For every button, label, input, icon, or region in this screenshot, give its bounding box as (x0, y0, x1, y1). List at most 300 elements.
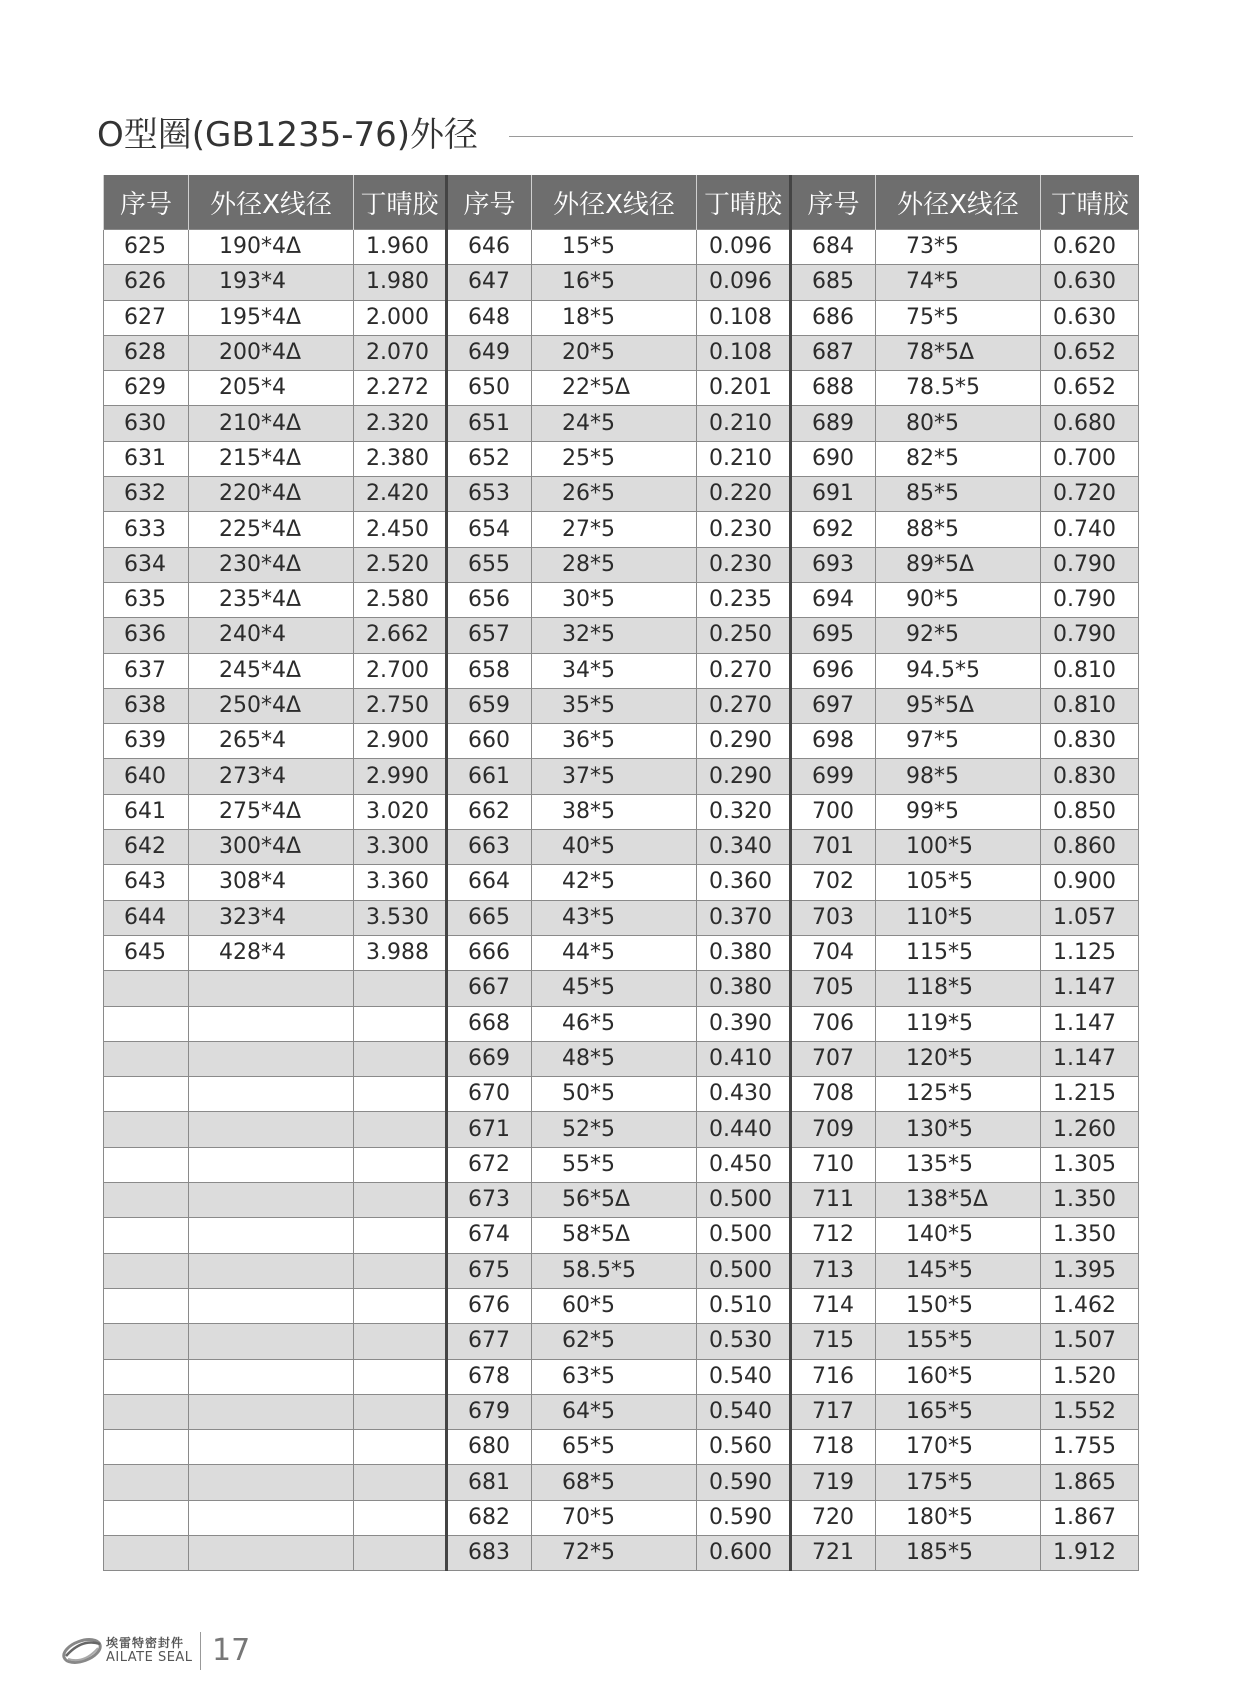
table-cell: 626 (104, 265, 189, 300)
table-cell: 713 (791, 1253, 876, 1288)
table-cell: 0.096 (697, 230, 791, 265)
table-cell: 115*5 (876, 935, 1041, 970)
table-cell: 661 (447, 759, 532, 794)
table-cell: 65*5 (532, 1430, 697, 1465)
table-cell: 215*4Δ (189, 441, 354, 476)
table-cell: 119*5 (876, 1006, 1041, 1041)
table-cell: 62*5 (532, 1324, 697, 1359)
table-cell: 27*5 (532, 512, 697, 547)
table-cell: 2.990 (354, 759, 447, 794)
table-cell: 15*5 (532, 230, 697, 265)
table-cell (189, 1183, 354, 1218)
table-cell: 2.900 (354, 724, 447, 759)
table-cell: 0.290 (697, 724, 791, 759)
table-cell: 2.380 (354, 441, 447, 476)
table-cell: 300*4Δ (189, 830, 354, 865)
table-cell (189, 1324, 354, 1359)
table-cell: 654 (447, 512, 532, 547)
table-cell: 672 (447, 1147, 532, 1182)
table-cell: 0.320 (697, 794, 791, 829)
table-cell (104, 1041, 189, 1076)
table-cell: 638 (104, 688, 189, 723)
table-cell: 633 (104, 512, 189, 547)
table-cell: 190*4Δ (189, 230, 354, 265)
table-cell: 642 (104, 830, 189, 865)
table-cell (354, 1006, 447, 1041)
table-cell: 0.900 (1041, 865, 1139, 900)
table-row (104, 547, 1139, 582)
table-cell: 195*4Δ (189, 300, 354, 335)
table-cell: 160*5 (876, 1359, 1041, 1394)
table-cell: 676 (447, 1288, 532, 1323)
table-row (104, 1359, 1139, 1394)
table-row (104, 441, 1139, 476)
table-cell: 695 (791, 618, 876, 653)
table-cell: 683 (447, 1535, 532, 1570)
table-row (104, 512, 1139, 547)
table-cell: 694 (791, 582, 876, 617)
table-cell: 1.552 (1041, 1394, 1139, 1429)
table-row (104, 1500, 1139, 1535)
table-cell (104, 1006, 189, 1041)
table-cell: 0.810 (1041, 688, 1139, 723)
table-cell (104, 971, 189, 1006)
table-cell: 89*5Δ (876, 547, 1041, 582)
table-cell: 2.450 (354, 512, 447, 547)
table-body (104, 230, 1139, 1571)
table-cell: 45*5 (532, 971, 697, 1006)
table-cell (354, 1359, 447, 1394)
table-cell: 205*4 (189, 371, 354, 406)
table-cell: 0.340 (697, 830, 791, 865)
table-row (104, 477, 1139, 512)
table-cell: 63*5 (532, 1359, 697, 1394)
table-cell: 704 (791, 935, 876, 970)
brand-name-en: AILATE SEAL (106, 1650, 193, 1665)
table-cell: 0.380 (697, 971, 791, 1006)
table-cell: 648 (447, 300, 532, 335)
table-cell: 0.235 (697, 582, 791, 617)
table-cell: 718 (791, 1430, 876, 1465)
table-cell: 0.360 (697, 865, 791, 900)
table-cell: 678 (447, 1359, 532, 1394)
table-cell: 635 (104, 582, 189, 617)
table-cell (189, 1253, 354, 1288)
table-cell: 3.360 (354, 865, 447, 900)
table-cell: 0.850 (1041, 794, 1139, 829)
table-cell: 0.530 (697, 1324, 791, 1359)
table-cell: 70*5 (532, 1500, 697, 1535)
table-row (104, 1183, 1139, 1218)
table-cell: 26*5 (532, 477, 697, 512)
page-title: O型圈(GB1235-76)外径 (97, 115, 479, 155)
table-cell: 138*5Δ (876, 1183, 1041, 1218)
table-cell (354, 1324, 447, 1359)
table-cell: 0.108 (697, 300, 791, 335)
table-cell: 0.500 (697, 1183, 791, 1218)
table-cell: 709 (791, 1112, 876, 1147)
table-cell (354, 1430, 447, 1465)
table-cell: 35*5 (532, 688, 697, 723)
table-cell: 18*5 (532, 300, 697, 335)
table-cell: 125*5 (876, 1077, 1041, 1112)
table-cell: 80*5 (876, 406, 1041, 441)
table-cell (354, 1041, 447, 1076)
table-cell: 56*5Δ (532, 1183, 697, 1218)
table-cell: 20*5 (532, 335, 697, 370)
table-cell (189, 1430, 354, 1465)
table-row (104, 265, 1139, 300)
table-cell: 72*5 (532, 1535, 697, 1570)
table-cell: 653 (447, 477, 532, 512)
title-rule (509, 136, 1133, 137)
table-cell: 1.350 (1041, 1183, 1139, 1218)
table-cell: 2.000 (354, 300, 447, 335)
table-row (104, 1041, 1139, 1076)
table-cell: 691 (791, 477, 876, 512)
table-cell: 671 (447, 1112, 532, 1147)
table-row (104, 1394, 1139, 1429)
table-cell: 235*4Δ (189, 582, 354, 617)
table-cell: 3.020 (354, 794, 447, 829)
table-cell (104, 1394, 189, 1429)
table-cell: 155*5 (876, 1324, 1041, 1359)
table-cell: 97*5 (876, 724, 1041, 759)
table-cell: 706 (791, 1006, 876, 1041)
table-cell: 647 (447, 265, 532, 300)
table-cell: 1.147 (1041, 1041, 1139, 1076)
table-row (104, 935, 1139, 970)
table-cell: 0.201 (697, 371, 791, 406)
table-cell: 193*4 (189, 265, 354, 300)
table-cell: 0.230 (697, 512, 791, 547)
table-cell: 708 (791, 1077, 876, 1112)
table-cell: 0.450 (697, 1147, 791, 1182)
table-cell: 43*5 (532, 900, 697, 935)
table-cell: 667 (447, 971, 532, 1006)
table-cell: 659 (447, 688, 532, 723)
table-cell: 73*5 (876, 230, 1041, 265)
table-row (104, 900, 1139, 935)
table-cell: 681 (447, 1465, 532, 1500)
table-cell: 0.500 (697, 1253, 791, 1288)
table-cell (189, 1112, 354, 1147)
table-cell: 1.755 (1041, 1430, 1139, 1465)
table-cell (189, 1500, 354, 1535)
table-cell (189, 1535, 354, 1570)
table-cell: 2.272 (354, 371, 447, 406)
table-row (104, 1147, 1139, 1182)
table-cell: 651 (447, 406, 532, 441)
table-cell: 0.270 (697, 688, 791, 723)
table-cell (104, 1253, 189, 1288)
table-cell: 0.230 (697, 547, 791, 582)
table-cell: 95*5Δ (876, 688, 1041, 723)
table-cell: 687 (791, 335, 876, 370)
table-cell: 652 (447, 441, 532, 476)
table-cell: 34*5 (532, 653, 697, 688)
page-number: 17 (212, 1633, 251, 1668)
table-cell (189, 1359, 354, 1394)
table-cell: 428*4 (189, 935, 354, 970)
table-cell: 698 (791, 724, 876, 759)
table-cell (189, 1465, 354, 1500)
table-cell: 720 (791, 1500, 876, 1535)
table-cell (189, 1147, 354, 1182)
header-cell: 外径X线径 (189, 175, 354, 230)
table-cell: 82*5 (876, 441, 1041, 476)
table-cell: 3.300 (354, 830, 447, 865)
table-cell: 0.410 (697, 1041, 791, 1076)
table-row (104, 759, 1139, 794)
table-cell: 712 (791, 1218, 876, 1253)
table-cell: 22*5Δ (532, 371, 697, 406)
table-cell: 25*5 (532, 441, 697, 476)
table-cell: 677 (447, 1324, 532, 1359)
table-cell: 700 (791, 794, 876, 829)
table-cell (189, 1218, 354, 1253)
table-cell: 2.580 (354, 582, 447, 617)
table-cell (104, 1112, 189, 1147)
table-cell: 180*5 (876, 1500, 1041, 1535)
table-cell: 666 (447, 935, 532, 970)
table-cell: 42*5 (532, 865, 697, 900)
table-cell: 1.147 (1041, 1006, 1139, 1041)
table-cell: 245*4Δ (189, 653, 354, 688)
table-row (104, 865, 1139, 900)
table-cell: 145*5 (876, 1253, 1041, 1288)
table-row (104, 618, 1139, 653)
header-cell: 外径X线径 (876, 175, 1041, 230)
table-cell: 92*5 (876, 618, 1041, 653)
table-cell: 639 (104, 724, 189, 759)
table-cell: 629 (104, 371, 189, 406)
table-cell: 0.500 (697, 1218, 791, 1253)
table-row (104, 1006, 1139, 1041)
table-cell (104, 1430, 189, 1465)
table-cell: 716 (791, 1359, 876, 1394)
table-cell: 707 (791, 1041, 876, 1076)
table-cell: 0.390 (697, 1006, 791, 1041)
page-header (97, 112, 1133, 158)
page-footer (60, 1630, 300, 1674)
table-cell (189, 1006, 354, 1041)
table-cell: 697 (791, 688, 876, 723)
table-cell: 692 (791, 512, 876, 547)
table-cell: 118*5 (876, 971, 1041, 1006)
table-row (104, 1253, 1139, 1288)
table-cell: 710 (791, 1147, 876, 1182)
table-cell: 634 (104, 547, 189, 582)
table-row (104, 1465, 1139, 1500)
table-cell: 0.652 (1041, 335, 1139, 370)
table-cell: 250*4Δ (189, 688, 354, 723)
table-cell (104, 1500, 189, 1535)
table-row (104, 1112, 1139, 1147)
table-cell: 655 (447, 547, 532, 582)
table-cell: 74*5 (876, 265, 1041, 300)
table-cell: 0.096 (697, 265, 791, 300)
table-cell: 688 (791, 371, 876, 406)
table-row (104, 724, 1139, 759)
table-cell: 78.5*5 (876, 371, 1041, 406)
table-row (104, 1288, 1139, 1323)
table-cell: 28*5 (532, 547, 697, 582)
table-cell: 265*4 (189, 724, 354, 759)
table-cell: 3.530 (354, 900, 447, 935)
table-cell: 631 (104, 441, 189, 476)
table-cell (104, 1183, 189, 1218)
table-cell: 721 (791, 1535, 876, 1570)
table-cell: 0.540 (697, 1394, 791, 1429)
table-cell: 1.980 (354, 265, 447, 300)
table-cell: 674 (447, 1218, 532, 1253)
table-cell: 656 (447, 582, 532, 617)
table-cell: 52*5 (532, 1112, 697, 1147)
table-cell (189, 1077, 354, 1112)
table-cell: 703 (791, 900, 876, 935)
table-cell: 711 (791, 1183, 876, 1218)
table-cell: 636 (104, 618, 189, 653)
header-cell: 丁晴胶 (1041, 175, 1139, 230)
table-cell: 170*5 (876, 1430, 1041, 1465)
table-cell: 0.790 (1041, 547, 1139, 582)
table-cell: 98*5 (876, 759, 1041, 794)
table-row (104, 1077, 1139, 1112)
table-cell: 0.510 (697, 1288, 791, 1323)
table-cell: 1.960 (354, 230, 447, 265)
table-cell (354, 1288, 447, 1323)
table-row (104, 230, 1139, 265)
table-cell: 2.520 (354, 547, 447, 582)
table-cell (189, 1041, 354, 1076)
table-cell: 64*5 (532, 1394, 697, 1429)
table-cell: 699 (791, 759, 876, 794)
table-cell: 0.380 (697, 935, 791, 970)
table-cell: 701 (791, 830, 876, 865)
table-cell: 0.630 (1041, 300, 1139, 335)
table-cell: 1.867 (1041, 1500, 1139, 1535)
table-cell: 0.790 (1041, 618, 1139, 653)
table-cell: 58*5Δ (532, 1218, 697, 1253)
table-cell: 0.830 (1041, 724, 1139, 759)
table-cell: 1.260 (1041, 1112, 1139, 1147)
table-cell: 630 (104, 406, 189, 441)
table-cell: 645 (104, 935, 189, 970)
table-cell: 110*5 (876, 900, 1041, 935)
table-cell: 2.750 (354, 688, 447, 723)
table-cell: 1.507 (1041, 1324, 1139, 1359)
table-cell: 130*5 (876, 1112, 1041, 1147)
table-cell: 0.620 (1041, 230, 1139, 265)
table-cell: 685 (791, 265, 876, 300)
table-cell: 50*5 (532, 1077, 697, 1112)
table-cell: 650 (447, 371, 532, 406)
table-cell: 0.630 (1041, 265, 1139, 300)
table-cell: 641 (104, 794, 189, 829)
table-cell: 1.350 (1041, 1218, 1139, 1253)
table-cell (354, 1112, 447, 1147)
table-cell: 32*5 (532, 618, 697, 653)
table-cell: 1.912 (1041, 1535, 1139, 1570)
table-cell: 0.590 (697, 1500, 791, 1535)
table-cell: 0.830 (1041, 759, 1139, 794)
table-cell: 175*5 (876, 1465, 1041, 1500)
table-cell: 668 (447, 1006, 532, 1041)
table-cell: 643 (104, 865, 189, 900)
table-cell: 679 (447, 1394, 532, 1429)
table-cell: 0.720 (1041, 477, 1139, 512)
table-cell: 273*4 (189, 759, 354, 794)
table-cell (104, 1288, 189, 1323)
table-cell: 0.790 (1041, 582, 1139, 617)
table-cell: 640 (104, 759, 189, 794)
header-cell: 丁晴胶 (697, 175, 791, 230)
table-cell: 99*5 (876, 794, 1041, 829)
table-cell: 689 (791, 406, 876, 441)
table-cell: 646 (447, 230, 532, 265)
table-header-row (104, 175, 1139, 230)
header-cell: 外径X线径 (532, 175, 697, 230)
table-cell: 0.680 (1041, 406, 1139, 441)
table-cell (354, 1394, 447, 1429)
table-cell: 0.370 (697, 900, 791, 935)
table-row (104, 371, 1139, 406)
table-cell: 2.320 (354, 406, 447, 441)
table-row (104, 1218, 1139, 1253)
table-cell: 16*5 (532, 265, 697, 300)
table-cell: 38*5 (532, 794, 697, 829)
table-cell: 684 (791, 230, 876, 265)
header-cell: 丁晴胶 (354, 175, 447, 230)
table-cell: 657 (447, 618, 532, 653)
table-cell: 220*4Δ (189, 477, 354, 512)
table-cell (104, 1147, 189, 1182)
table-cell: 1.395 (1041, 1253, 1139, 1288)
table-cell: 1.305 (1041, 1147, 1139, 1182)
table-cell: 632 (104, 477, 189, 512)
table-cell: 2.700 (354, 653, 447, 688)
table-cell: 210*4Δ (189, 406, 354, 441)
table-cell: 24*5 (532, 406, 697, 441)
table-cell: 693 (791, 547, 876, 582)
table-row (104, 1430, 1139, 1465)
table-row (104, 688, 1139, 723)
table-cell: 719 (791, 1465, 876, 1500)
table-cell: 240*4 (189, 618, 354, 653)
o-ring-spec-table (103, 175, 1139, 1571)
footer-divider (200, 1632, 201, 1670)
table-cell: 669 (447, 1041, 532, 1076)
table-cell: 686 (791, 300, 876, 335)
table-cell: 68*5 (532, 1465, 697, 1500)
table-cell: 55*5 (532, 1147, 697, 1182)
table-cell: 0.560 (697, 1430, 791, 1465)
table-cell: 36*5 (532, 724, 697, 759)
table-cell (354, 1465, 447, 1500)
table-cell: 625 (104, 230, 189, 265)
table-cell: 2.662 (354, 618, 447, 653)
table-cell: 1.147 (1041, 971, 1139, 1006)
table-cell: 0.220 (697, 477, 791, 512)
table-cell: 0.590 (697, 1465, 791, 1500)
table-row (104, 1535, 1139, 1570)
table-cell (104, 1465, 189, 1500)
table-cell: 0.290 (697, 759, 791, 794)
table-cell: 0.860 (1041, 830, 1139, 865)
table-cell: 1.215 (1041, 1077, 1139, 1112)
table-cell: 714 (791, 1288, 876, 1323)
